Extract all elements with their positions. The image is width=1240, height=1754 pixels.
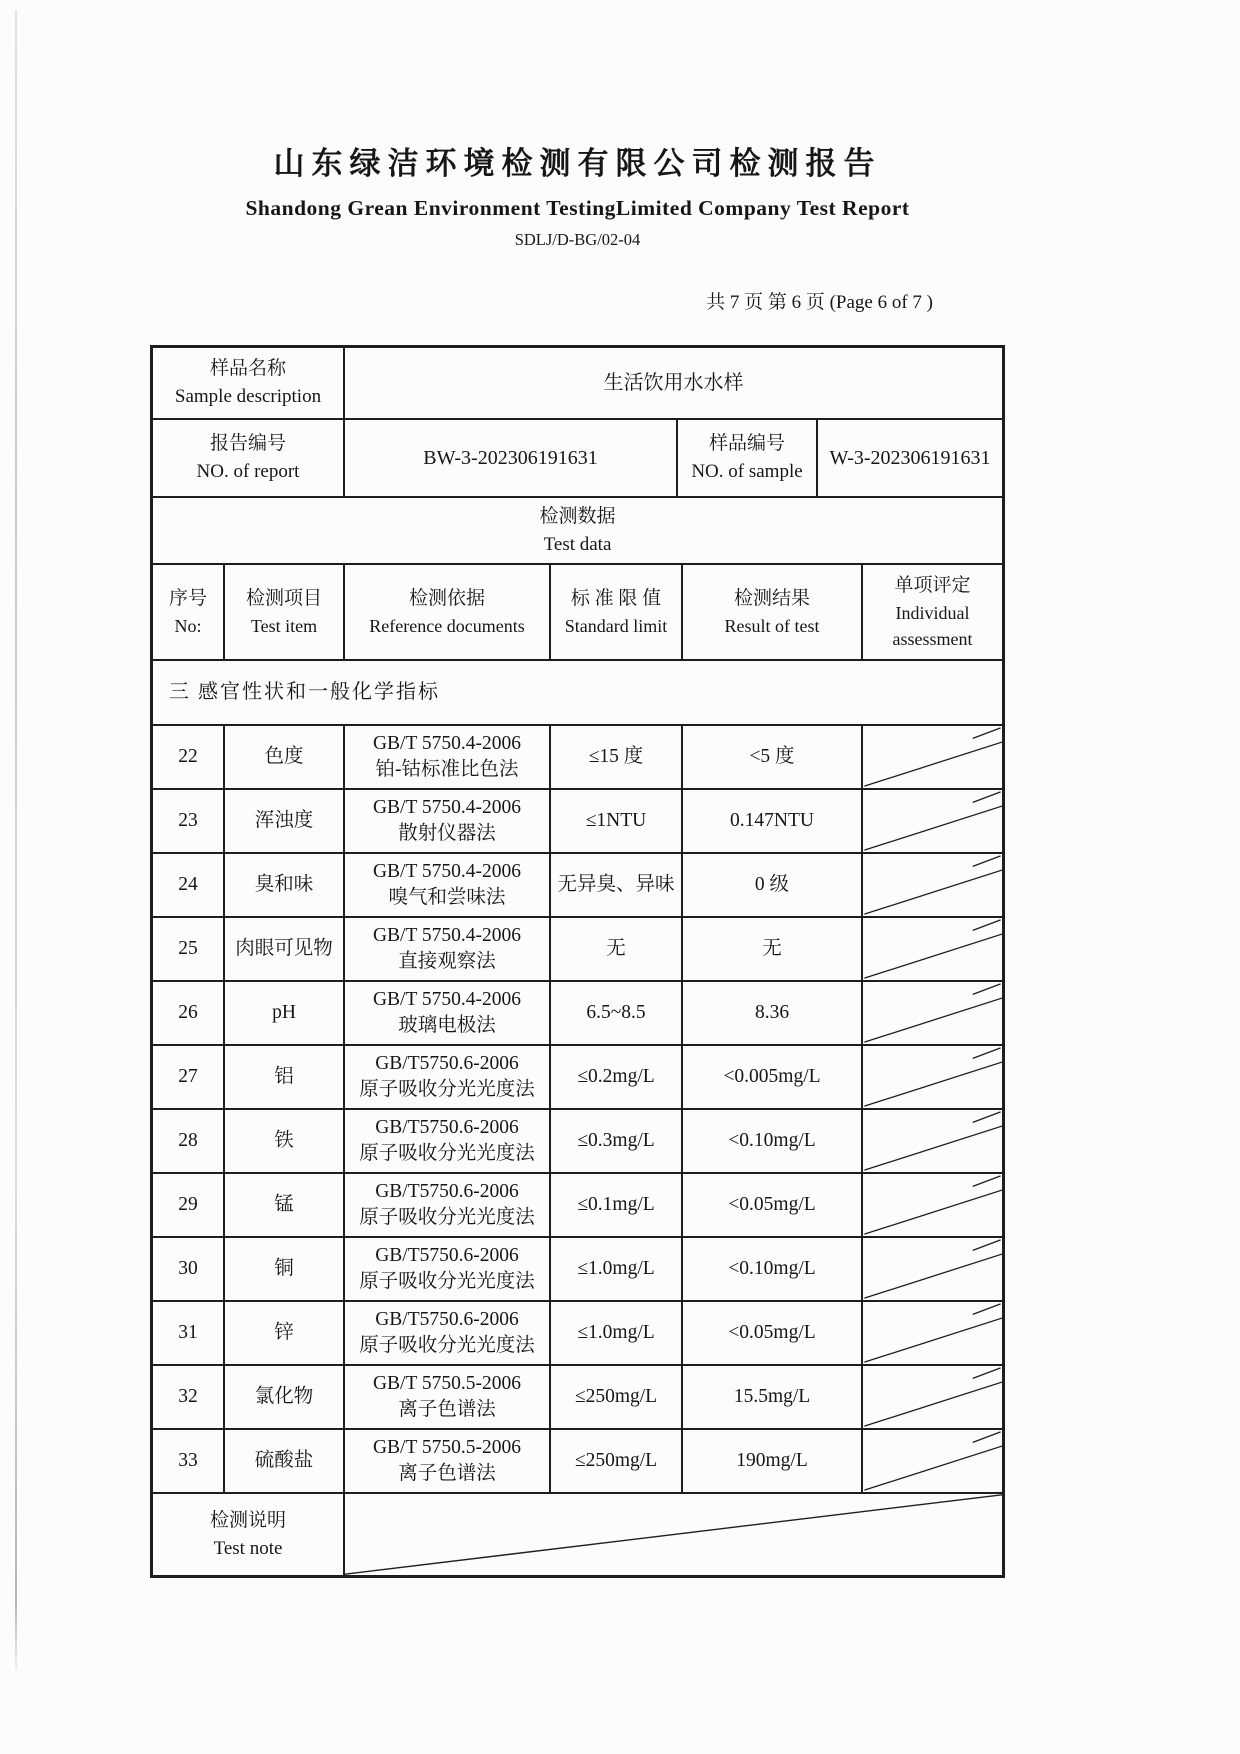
cell-assessment-slash: [863, 1366, 1002, 1428]
diagonal-slash: [863, 982, 1002, 1044]
cell-standard-limit: 6.5~8.5: [551, 982, 683, 1044]
cell-result: 190mg/L: [683, 1430, 863, 1492]
table-row: [153, 1302, 1002, 1366]
cell-result: 15.5mg/L: [683, 1366, 863, 1428]
cell-result: <5 度: [683, 726, 863, 788]
column-header-reference: [345, 565, 551, 659]
cell-result: <0.005mg/L: [683, 1046, 863, 1108]
table-row: [153, 1110, 1002, 1174]
cell-standard-limit: ≤250mg/L: [551, 1430, 683, 1492]
test-note-label: [153, 1494, 345, 1575]
diagonal-slash: [863, 1302, 1002, 1364]
column-header-assessment: [863, 565, 1002, 659]
cell-assessment-slash: [863, 726, 1002, 788]
cell-no: 28: [153, 1110, 225, 1172]
cell-no: 33: [153, 1430, 225, 1492]
table-row: [153, 1366, 1002, 1430]
cell-test-item: pH: [225, 982, 345, 1044]
col-ref-cn: 检测依据: [408, 588, 485, 610]
sample-number-value: W-3-202306191631: [829, 446, 991, 469]
table-row: [153, 790, 1002, 854]
cell-test-item: 硫酸盐: [225, 1430, 345, 1492]
cell-standard-limit: ≤1.0mg/L: [551, 1238, 683, 1300]
report-number-row: [153, 420, 1002, 498]
cell-standard-limit: ≤0.2mg/L: [551, 1046, 683, 1108]
table-row: [153, 854, 1002, 918]
cell-result: 8.36: [683, 982, 863, 1044]
cell-standard-limit: ≤15 度: [551, 726, 683, 788]
diagonal-slash: [863, 854, 1002, 916]
diagonal-slash: [863, 790, 1002, 852]
cell-standard-limit: ≤0.3mg/L: [551, 1110, 683, 1172]
sample-description-label-en: Sample description: [174, 386, 322, 407]
col-assess-en2: assessment: [892, 628, 973, 649]
sample-description-label: [153, 348, 345, 418]
cell-test-item: 臭和味: [225, 854, 345, 916]
cell-reference: GB/T5750.6-2006 原子吸收分光光度法: [345, 1238, 551, 1300]
cell-assessment-slash: [863, 918, 1002, 980]
cell-test-item: 铝: [225, 1046, 345, 1108]
diagonal-slash: [863, 1174, 1002, 1236]
report-title-cn: 山东绿洁环境检测有限公司检测报告: [273, 146, 882, 181]
cell-standard-limit: 无: [551, 918, 683, 980]
cell-assessment-slash: [863, 1110, 1002, 1172]
report-number-label-en: NO. of report: [196, 461, 300, 482]
table-row: [153, 1046, 1002, 1110]
cell-assessment-slash: [863, 982, 1002, 1044]
cell-test-item: 浑浊度: [225, 790, 345, 852]
diagonal-slash: [863, 726, 1002, 788]
report-number-label: [153, 420, 345, 496]
col-no-cn: 序号: [168, 588, 207, 610]
cell-no: 29: [153, 1174, 225, 1236]
cell-assessment-slash: [863, 1238, 1002, 1300]
test-report-table: [150, 345, 1005, 1578]
cell-reference: GB/T 5750.4-2006 铂-钴标准比色法: [345, 726, 551, 788]
table-row: [153, 918, 1002, 982]
col-result-en: Result of test: [724, 615, 820, 636]
test-note-row: [153, 1494, 1002, 1575]
cell-result: 0 级: [683, 854, 863, 916]
sample-description-label-cn: 样品名称: [209, 358, 286, 380]
cell-test-item: 肉眼可见物: [225, 918, 345, 980]
cell-test-item: 氯化物: [225, 1366, 345, 1428]
column-header-standard-limit: [551, 565, 683, 659]
document-code: SDLJ/D-BG/02-04: [514, 230, 641, 249]
cell-result: <0.05mg/L: [683, 1302, 863, 1364]
report-number-label-cn: 报告编号: [209, 433, 286, 455]
diagonal-slash: [345, 1494, 1002, 1575]
column-header-no: [153, 565, 225, 659]
table-row: [153, 1238, 1002, 1302]
col-ref-en: Reference documents: [369, 615, 525, 636]
cell-standard-limit: ≤0.1mg/L: [551, 1174, 683, 1236]
sample-description-row: [153, 348, 1002, 420]
cell-no: 24: [153, 854, 225, 916]
diagonal-slash: [863, 1046, 1002, 1108]
cell-reference: GB/T 5750.4-2006 直接观察法: [345, 918, 551, 980]
col-item-cn: 检测项目: [245, 588, 322, 610]
cell-assessment-slash: [863, 1302, 1002, 1364]
scan-artifact: [15, 10, 17, 1670]
col-item-en: Test item: [250, 615, 318, 636]
cell-test-item: 色度: [225, 726, 345, 788]
cell-reference: GB/T 5750.5-2006 离子色谱法: [345, 1366, 551, 1428]
cell-standard-limit: ≤1NTU: [551, 790, 683, 852]
page-number-info: 共 7 页 第 6 页 (Page 6 of 7 ): [706, 292, 933, 313]
cell-reference: GB/T5750.6-2006 原子吸收分光光度法: [345, 1302, 551, 1364]
cell-reference: GB/T5750.6-2006 原子吸收分光光度法: [345, 1174, 551, 1236]
sample-number-label-en: NO. of sample: [691, 461, 803, 482]
sample-number-label: [678, 420, 818, 496]
cell-assessment-slash: [863, 1174, 1002, 1236]
cell-assessment-slash: [863, 1046, 1002, 1108]
cell-reference: GB/T 5750.4-2006 玻璃电极法: [345, 982, 551, 1044]
col-no-en: No:: [174, 615, 202, 636]
test-data-caption-en: Test data: [543, 533, 612, 555]
column-header-row: [153, 565, 1002, 661]
diagonal-slash: [863, 1110, 1002, 1172]
group-title: 三 感官性状和一般化学指标: [169, 681, 440, 703]
cell-reference: GB/T5750.6-2006 原子吸收分光光度法: [345, 1110, 551, 1172]
table-row: [153, 1174, 1002, 1238]
test-data-caption-row: [153, 498, 1002, 565]
cell-result: 无: [683, 918, 863, 980]
table-row: [153, 726, 1002, 790]
cell-no: 26: [153, 982, 225, 1044]
cell-test-item: 铁: [225, 1110, 345, 1172]
col-limit-en: Standard limit: [564, 615, 668, 636]
table-row: [153, 982, 1002, 1046]
column-header-result: [683, 565, 863, 659]
diagonal-slash: [863, 1238, 1002, 1300]
cell-result: <0.05mg/L: [683, 1174, 863, 1236]
cell-test-item: 锌: [225, 1302, 345, 1364]
cell-standard-limit: ≤1.0mg/L: [551, 1302, 683, 1364]
test-note-label-cn: 检测说明: [209, 1509, 286, 1531]
cell-no: 23: [153, 790, 225, 852]
report-number-value: BW-3-202306191631: [345, 420, 678, 496]
cell-result: 0.147NTU: [683, 790, 863, 852]
cell-test-item: 锰: [225, 1174, 345, 1236]
cell-no: 25: [153, 918, 225, 980]
test-note-value-empty: [345, 1494, 1002, 1575]
diagonal-slash: [863, 1366, 1002, 1428]
cell-no: 32: [153, 1366, 225, 1428]
col-result-cn: 检测结果: [733, 588, 810, 610]
cell-reference: GB/T 5750.4-2006 嗅气和尝味法: [345, 854, 551, 916]
cell-standard-limit: 无异臭、异味: [551, 854, 683, 916]
col-assess-en1: Individual: [895, 602, 970, 623]
diagonal-slash: [863, 918, 1002, 980]
cell-reference: GB/T5750.6-2006 原子吸收分光光度法: [345, 1046, 551, 1108]
cell-no: 27: [153, 1046, 225, 1108]
cell-assessment-slash: [863, 790, 1002, 852]
cell-test-item: 铜: [225, 1238, 345, 1300]
col-assess-cn: 单项评定: [894, 575, 971, 597]
sample-description-value: 生活饮用水水样: [603, 371, 744, 394]
cell-result: <0.10mg/L: [683, 1110, 863, 1172]
column-header-test-item: [225, 565, 345, 659]
sample-number-label-cn: 样品编号: [708, 433, 785, 455]
test-note-label-en: Test note: [213, 1537, 283, 1559]
test-data-caption-cn: 检测数据: [539, 505, 616, 527]
cell-no: 31: [153, 1302, 225, 1364]
report-title-en: Shandong Grean Environment TestingLimited Company Test Report: [245, 196, 910, 220]
cell-standard-limit: ≤250mg/L: [551, 1366, 683, 1428]
group-title-row: [153, 661, 1002, 726]
cell-reference: GB/T 5750.4-2006 散射仪器法: [345, 790, 551, 852]
test-data-caption: [153, 498, 1002, 563]
cell-reference: GB/T 5750.5-2006 离子色谱法: [345, 1430, 551, 1492]
cell-no: 30: [153, 1238, 225, 1300]
diagonal-slash: [863, 1430, 1002, 1492]
col-limit-cn: 标 准 限 值: [570, 588, 662, 610]
table-row: [153, 1430, 1002, 1494]
cell-assessment-slash: [863, 854, 1002, 916]
cell-assessment-slash: [863, 1430, 1002, 1492]
cell-result: <0.10mg/L: [683, 1238, 863, 1300]
cell-no: 22: [153, 726, 225, 788]
